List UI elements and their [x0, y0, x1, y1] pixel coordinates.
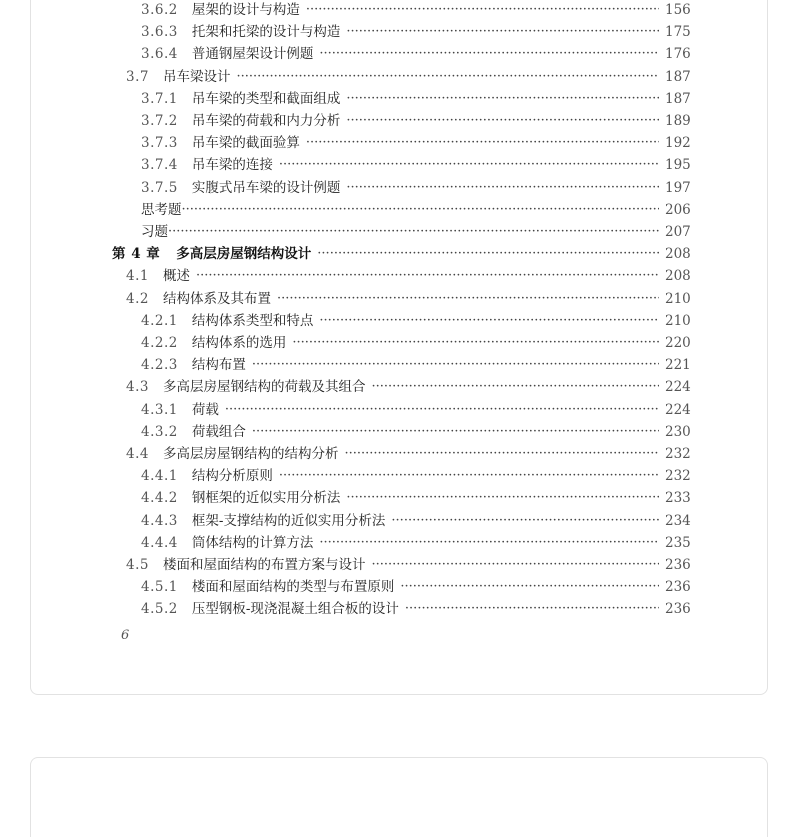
toc-entry-title: 荷载	[191, 401, 219, 418]
toc-entry-number: 4.2.2	[141, 335, 178, 351]
toc-entry-page: 232	[665, 468, 691, 485]
toc-entry-number: 3.7.3	[141, 135, 178, 152]
toc-leader-dots	[400, 577, 659, 597]
toc-entry[interactable]	[141, 178, 689, 198]
toc-entry-number: 4.5.1	[141, 579, 178, 596]
toc-entry-title: 结构布置	[191, 357, 246, 374]
page-number: 6	[121, 628, 130, 643]
toc-entry-number: 3.7	[126, 68, 149, 85]
toc-entry-title: 结构体系及其布置	[162, 290, 271, 307]
toc-leader-dots	[344, 444, 659, 464]
toc-entry-title: 吊车梁的截面验算	[191, 135, 300, 152]
toc-leader-dots	[236, 67, 659, 87]
toc-entry-title: 托架和托梁的设计与构造	[191, 24, 341, 41]
toc-entry-title: 习题	[141, 224, 168, 240]
toc-entry-number: 4.4.3	[141, 512, 178, 529]
toc-entry-page: 210	[665, 312, 691, 329]
toc-leader-dots	[252, 355, 659, 375]
toc-entry[interactable]	[141, 133, 689, 153]
toc-leader-dots	[225, 400, 659, 420]
toc-entry-title: 多高层房屋钢结构的结构分析	[162, 446, 339, 462]
toc-entry-page: 235	[665, 534, 691, 551]
toc-entry-number: 4.3.2	[141, 423, 178, 440]
toc-entry-page: 192	[665, 135, 691, 152]
toc-entry-page: 224	[665, 401, 691, 418]
toc-entry[interactable]	[126, 266, 689, 286]
toc-entry-number: 第 4 章	[112, 246, 161, 263]
toc-leader-dots	[252, 422, 659, 442]
toc-leader-dots	[346, 178, 659, 198]
toc-entry[interactable]	[141, 155, 689, 175]
toc-entry-title: 思考题	[141, 201, 182, 218]
toc-entry[interactable]	[141, 466, 689, 486]
toc-entry-page: 232	[665, 446, 691, 462]
toc-leader-dots	[168, 222, 659, 242]
toc-entry-title: 吊车梁的荷载和内力分析	[191, 113, 341, 129]
toc-entry[interactable]	[126, 289, 689, 309]
toc-entry-title: 实腹式吊车梁的设计例题	[191, 179, 341, 196]
toc-leader-dots	[277, 289, 659, 309]
toc-entry[interactable]	[141, 400, 689, 420]
toc-leader-dots	[306, 0, 659, 20]
toc-entry-number: 3.7.2	[141, 113, 178, 129]
toc-entry[interactable]	[141, 222, 689, 242]
toc-leader-dots	[319, 44, 659, 64]
toc-entry-number: 4.5.2	[141, 601, 178, 618]
toc-entry-page: 195	[665, 157, 691, 174]
toc-entry-title: 屋架的设计与构造	[191, 2, 300, 18]
toc-entry-page: 189	[665, 113, 691, 129]
toc-entry-page: 236	[665, 601, 691, 618]
toc-entry-page: 221	[665, 357, 691, 374]
toc-entry-title: 普通钢屋架设计例题	[191, 46, 314, 63]
toc-entry-page: 208	[665, 246, 691, 263]
toc-entry-title: 结构体系的选用	[191, 335, 287, 351]
toc-entry-title: 吊车梁的类型和截面组成	[191, 90, 341, 107]
toc-leader-dots	[346, 22, 659, 42]
toc-entry[interactable]	[141, 488, 689, 508]
toc-entry-title: 结构体系类型和特点	[191, 312, 314, 329]
toc-leader-dots	[306, 133, 659, 153]
toc-entry-page: 224	[665, 379, 691, 396]
toc-entry-page: 197	[665, 179, 691, 196]
toc-entry-title: 吊车梁的连接	[191, 157, 273, 174]
toc-entry-page: 210	[665, 290, 691, 307]
toc-entry-title: 楼面和屋面结构的类型与布置原则	[191, 579, 395, 596]
toc-entry-page: 156	[665, 2, 691, 18]
toc-entry-page: 233	[665, 490, 691, 507]
toc-entry-title: 楼面和屋面结构的布置方案与设计	[162, 557, 366, 573]
toc-entry-page: 206	[665, 201, 691, 218]
toc-leader-dots	[371, 377, 659, 397]
toc-entry-number: 4.2	[126, 290, 149, 307]
toc-entry[interactable]	[141, 355, 689, 375]
toc-leader-dots	[391, 511, 659, 531]
toc-entry[interactable]	[126, 444, 689, 464]
toc-entry-page: 175	[665, 24, 691, 41]
toc-entry-number: 4.1	[126, 268, 149, 285]
toc-leader-dots	[346, 111, 659, 131]
toc-entry-number: 4.2.3	[141, 357, 178, 374]
toc-entry-number: 4.4.2	[141, 490, 178, 507]
toc-leader-dots	[405, 599, 659, 619]
toc-entry-title: 多高层房屋钢结构的荷载及其组合	[162, 379, 366, 396]
toc-leader-dots	[346, 488, 659, 508]
toc-leader-dots	[319, 311, 659, 331]
toc-entry[interactable]	[141, 44, 689, 64]
toc-entry-page: 230	[665, 423, 691, 440]
toc-entry-title: 多高层房屋钢结构设计	[176, 246, 312, 263]
toc-leader-dots	[182, 200, 660, 220]
toc-entry-number: 4.3.1	[141, 401, 178, 418]
toc-entry-title: 钢框架的近似实用分析法	[191, 490, 341, 507]
toc-entry-number: 3.7.1	[141, 90, 178, 107]
toc-entry-number: 3.6.3	[141, 24, 178, 41]
toc-entry-page: 220	[665, 335, 691, 351]
toc-leader-dots	[196, 266, 659, 286]
toc-entry-page: 236	[665, 579, 691, 596]
toc-entry[interactable]	[141, 511, 689, 531]
toc-entry-title: 概述	[162, 268, 190, 285]
toc-entry-page: 187	[665, 68, 691, 85]
toc-entry-page: 234	[665, 512, 691, 529]
toc-leader-dots	[371, 555, 659, 575]
toc-entry-number: 4.2.1	[141, 312, 178, 329]
toc-leader-dots	[292, 333, 659, 353]
toc-entry-title: 筒体结构的计算方法	[191, 534, 314, 551]
toc-entry-number: 3.7.4	[141, 157, 178, 174]
toc-entry-page: 187	[665, 90, 691, 107]
toc-entry-page: 207	[665, 224, 691, 240]
toc-entry-title: 压型钢板-现浇混凝土组合板的设计	[191, 601, 399, 618]
toc-entry[interactable]	[126, 377, 689, 397]
toc-entry-title: 结构分析原则	[191, 468, 273, 485]
toc-entry-number: 4.4.1	[141, 468, 178, 485]
toc-entry-number: 3.6.2	[141, 2, 178, 18]
toc-entry[interactable]	[112, 244, 689, 264]
toc-entry-number: 3.6.4	[141, 46, 178, 63]
toc-entry-number: 3.7.5	[141, 179, 178, 196]
toc-entry[interactable]	[141, 111, 689, 131]
toc-entry[interactable]	[141, 200, 689, 220]
toc-leader-dots	[319, 533, 659, 553]
toc-leader-dots	[279, 466, 659, 486]
toc-entry[interactable]	[141, 422, 689, 442]
toc-entry[interactable]	[141, 333, 689, 353]
toc-entry-title: 荷载组合	[191, 423, 246, 440]
toc-entry[interactable]	[141, 577, 689, 597]
toc-leader-dots	[346, 89, 659, 109]
toc-entry[interactable]	[126, 555, 689, 575]
toc-leader-dots	[279, 155, 659, 175]
toc-entry[interactable]	[141, 533, 689, 553]
toc-entry[interactable]	[126, 67, 689, 87]
toc-entry-number: 4.3	[126, 379, 149, 396]
toc-entry[interactable]	[141, 599, 689, 619]
toc-entry[interactable]	[141, 22, 689, 42]
toc-entry-page: 176	[665, 46, 691, 63]
toc-entry-title: 框架-支撑结构的近似实用分析法	[191, 512, 386, 529]
toc-entry-title: 吊车梁设计	[162, 68, 231, 85]
toc-entry-page: 236	[665, 557, 691, 573]
toc-leader-dots	[317, 244, 659, 264]
toc-entry-number: 4.5	[126, 557, 149, 573]
next-document-page	[30, 757, 768, 837]
toc-entry[interactable]	[141, 311, 689, 331]
toc-entry-number: 4.4.4	[141, 534, 178, 551]
toc-entry[interactable]	[141, 0, 689, 20]
toc-entry[interactable]	[141, 89, 689, 109]
toc-entry-number: 4.4	[126, 446, 149, 462]
toc-entry-page: 208	[665, 268, 691, 285]
